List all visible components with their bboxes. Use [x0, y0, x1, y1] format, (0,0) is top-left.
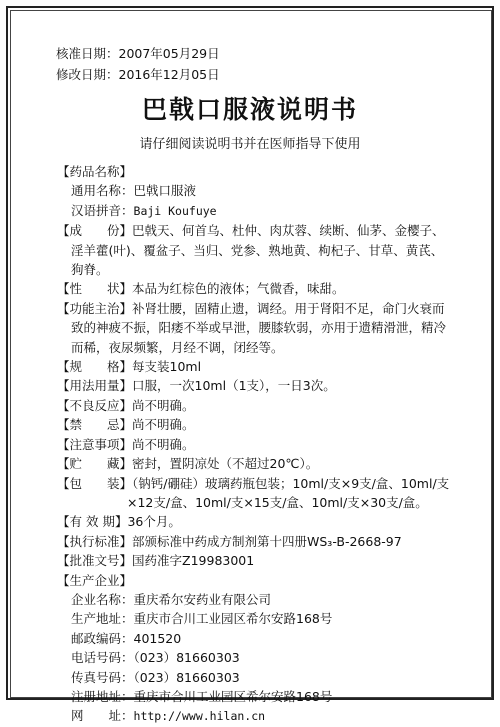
section-approval — [57, 551, 469, 570]
function-line-3: 而稀，夜尿频繁，月经不调，闭经等。 — [71, 339, 284, 355]
section-caution — [57, 435, 469, 454]
maker-phone: 电话号码：（023）81660303 — [71, 650, 240, 666]
maker-reg-address: 注册地址：重庆市合川工业园区希尔安路168号 — [71, 688, 333, 704]
spec-value: 每支装10ml — [132, 359, 202, 375]
function-head: 【功能主治】 — [57, 300, 133, 316]
section-usage — [57, 376, 469, 395]
section-standard — [57, 532, 469, 551]
storage-value: 密封，置阴凉处（不超过20℃）。 — [132, 456, 319, 472]
storage-head: 【贮 藏】 — [57, 456, 133, 472]
maker-website — [57, 706, 469, 726]
section-contra — [57, 415, 469, 434]
document-subtitle: 请仔细阅读说明书并在医师指导下使用 — [139, 137, 361, 152]
caution-value: 尚不明确。 — [132, 436, 195, 452]
contra-head: 【禁 忌】 — [57, 417, 133, 433]
function-line-1: 补肾壮腰，固精止遗，调经。用于肾阳不足，命门火衰而 — [132, 300, 445, 316]
ingredients-line-3: 狗脊。 — [71, 262, 109, 278]
generic-name: 通用名称：巴戟口服液 — [71, 183, 197, 199]
maker-fax: 传真号码：（023）81660303 — [71, 669, 240, 685]
leaflet-body — [57, 162, 469, 727]
character-value: 本品为红棕色的液体；气微香，味甜。 — [132, 281, 345, 297]
section-adverse — [57, 396, 469, 415]
caution-head: 【注意事项】 — [57, 436, 133, 452]
approve-date: 核准日期：2007年05月29日 — [56, 46, 220, 61]
ingredients-line-2: 淫羊藿(叶)、覆盆子、当归、党参、熟地黄、枸杞子、甘草、黄芪、 — [71, 242, 444, 258]
package-line-2: ×12支/盒、10ml/支×15支/盒、10ml/支×30支/盒。 — [127, 494, 428, 510]
section-spec — [57, 357, 469, 376]
maker-postcode: 邮政编码：401520 — [71, 630, 182, 646]
section-function — [57, 299, 469, 318]
spec-head: 【规 格】 — [57, 359, 133, 375]
approval-dates — [56, 43, 220, 85]
validity-value: 36个月。 — [127, 514, 181, 530]
character-head: 【性 状】 — [57, 281, 133, 297]
section-storage — [57, 454, 469, 473]
section-validity — [57, 512, 469, 531]
standard-head: 【执行标准】 — [57, 533, 133, 549]
usage-value: 口服，一次10ml（1支），一日3次。 — [132, 378, 336, 394]
website-label: 网 址： — [71, 708, 134, 724]
pinyin-value: Baji Koufuye — [133, 203, 217, 218]
document-title: 巴戟口服液说明书 — [141, 95, 358, 124]
function-line-2: 致的神疲不振，阳痿不举或早泄，腰膝软弱，亦用于遗精滑泄，精冷 — [71, 320, 447, 336]
ingredients-line-1: 巴戟天、何首乌、杜仲、肉苁蓉、续断、仙茅、金樱子、 — [132, 223, 445, 239]
approval-head: 【批准文号】 — [57, 553, 133, 569]
section-name-head: 【药品名称】 — [57, 164, 133, 179]
approval-value: 国药准字Z19983001 — [132, 553, 255, 569]
package-head: 【包 装】 — [57, 475, 133, 491]
package-line-1: （钠钙/硼硅）玻璃药瓶包装；10ml/支×9支/盒、10ml/支 — [132, 475, 450, 491]
ingredients-head: 【成 份】 — [57, 223, 133, 239]
maker-company: 企业名称：重庆希尔安药业有限公司 — [71, 591, 272, 607]
adverse-value: 尚不明确。 — [132, 397, 195, 413]
contra-value: 尚不明确。 — [132, 417, 195, 433]
adverse-head: 【不良反应】 — [57, 397, 133, 413]
section-maker-head: 【生产企业】 — [57, 572, 133, 588]
validity-head: 【有 效 期】 — [57, 514, 128, 530]
usage-head: 【用法用量】 — [57, 378, 133, 394]
standard-value: 部颁标准中药成方制剂第十四册WS₃-B-2668-97 — [132, 533, 402, 549]
pinyin-label: 汉语拼音： — [71, 202, 134, 218]
maker-address: 生产地址：重庆市合川工业园区希尔安路168号 — [71, 611, 333, 627]
revise-date: 修改日期：2016年12月05日 — [56, 67, 220, 82]
section-ingredients — [57, 221, 469, 240]
pinyin-name — [57, 201, 469, 221]
section-package — [57, 474, 469, 493]
website-link[interactable]: http://www.hilan.cn — [133, 709, 266, 724]
section-character — [57, 279, 469, 298]
